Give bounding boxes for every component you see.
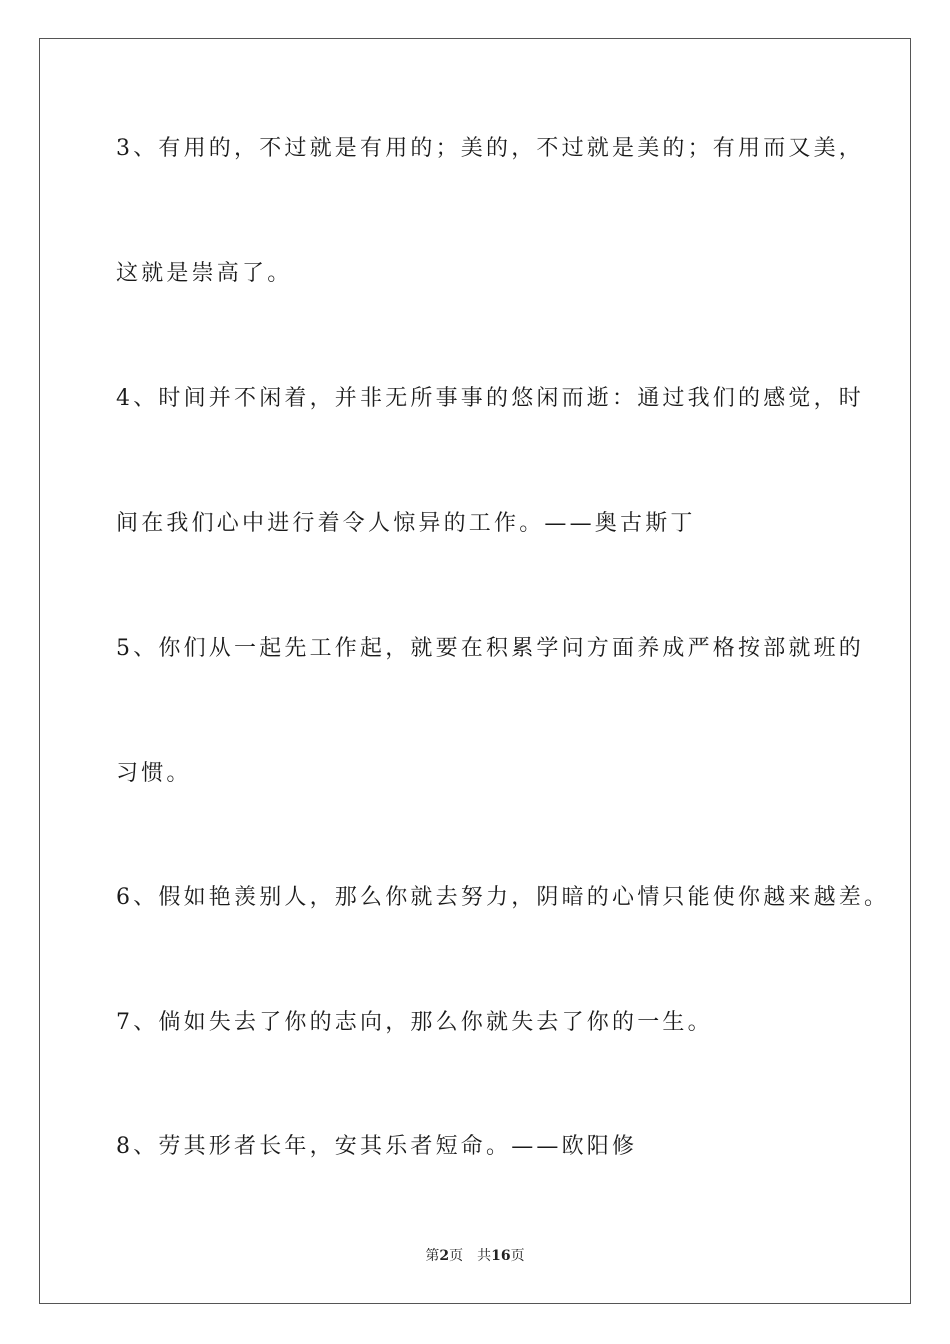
text-line: 6、假如艳羡别人，那么你就去努力，阴暗的心情只能使你越来越差。 <box>116 885 890 910</box>
text-line: 5、你们从一起先工作起，就要在积累学问方面养成严格按部就班的 <box>116 636 864 661</box>
text-line: 3、有用的，不过就是有用的；美的，不过就是美的；有用而又美， <box>116 136 864 161</box>
total-prefix: 共 <box>477 1248 492 1264</box>
page-prefix: 第 <box>425 1248 440 1264</box>
text-line: 7、倘如失去了你的志向，那么你就失去了你的一生。 <box>116 1010 713 1035</box>
text-line: 4、时间并不闲着，并非无所事事的悠闲而逝：通过我们的感觉，时 <box>116 386 864 411</box>
page-footer <box>0 1246 950 1266</box>
text-line: 习惯。 <box>116 761 192 786</box>
text-line: 这就是崇高了。 <box>116 261 293 286</box>
text-line: 8、劳其形者长年，安其乐者短命。——欧阳修 <box>116 1134 638 1159</box>
total-pages: 16 <box>491 1248 511 1264</box>
text-line: 间在我们心中进行着令人惊异的工作。——奥古斯丁 <box>116 511 696 536</box>
total-suffix: 页 <box>510 1248 525 1264</box>
page-border <box>39 38 911 1304</box>
page-suffix: 页 <box>449 1248 464 1264</box>
page-number: 2 <box>439 1248 450 1264</box>
